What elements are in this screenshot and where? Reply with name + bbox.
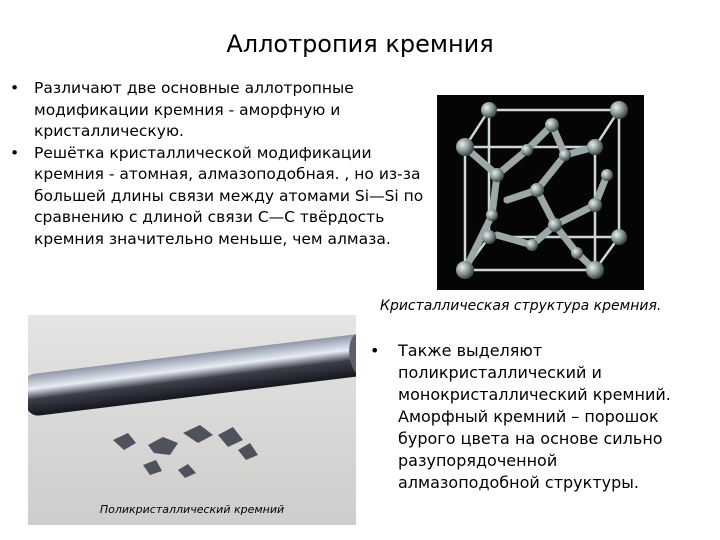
bullet-item: • Решётка кристаллической модификации кремния - атомная, алмазоподобная. , но из-за большей длины связи между атомами Si—Si по сравнению с длиной связи C—C твёрдость кремния значительно меньше, чем алмаза. bbox=[10, 143, 430, 251]
crystal-structure-image bbox=[437, 95, 644, 290]
bullet-item: • Также выделяют поликристаллический и монокристаллический кремний. Аморфный кремний – порошок бурого цвета на основе сильно разупорядоченной алмазоподобной структуры. bbox=[370, 340, 700, 494]
polycrystalline-silicon-photo bbox=[28, 315, 356, 525]
slide-title: Аллотропия кремния bbox=[226, 30, 494, 58]
polycrystalline-caption: Поликристаллический кремний bbox=[99, 503, 285, 516]
crystal-lattice-drawing bbox=[437, 95, 644, 290]
bullet-item: • Различают две основные аллотропные модификации кремния - аморфную и кристаллическую. bbox=[10, 78, 430, 143]
bullet-list-top bbox=[10, 78, 430, 250]
silicon-rod-and-fragments-drawing bbox=[28, 315, 356, 525]
bullet-list-right bbox=[370, 340, 700, 494]
crystal-caption: Кристаллическая структура кремния. bbox=[380, 298, 662, 314]
